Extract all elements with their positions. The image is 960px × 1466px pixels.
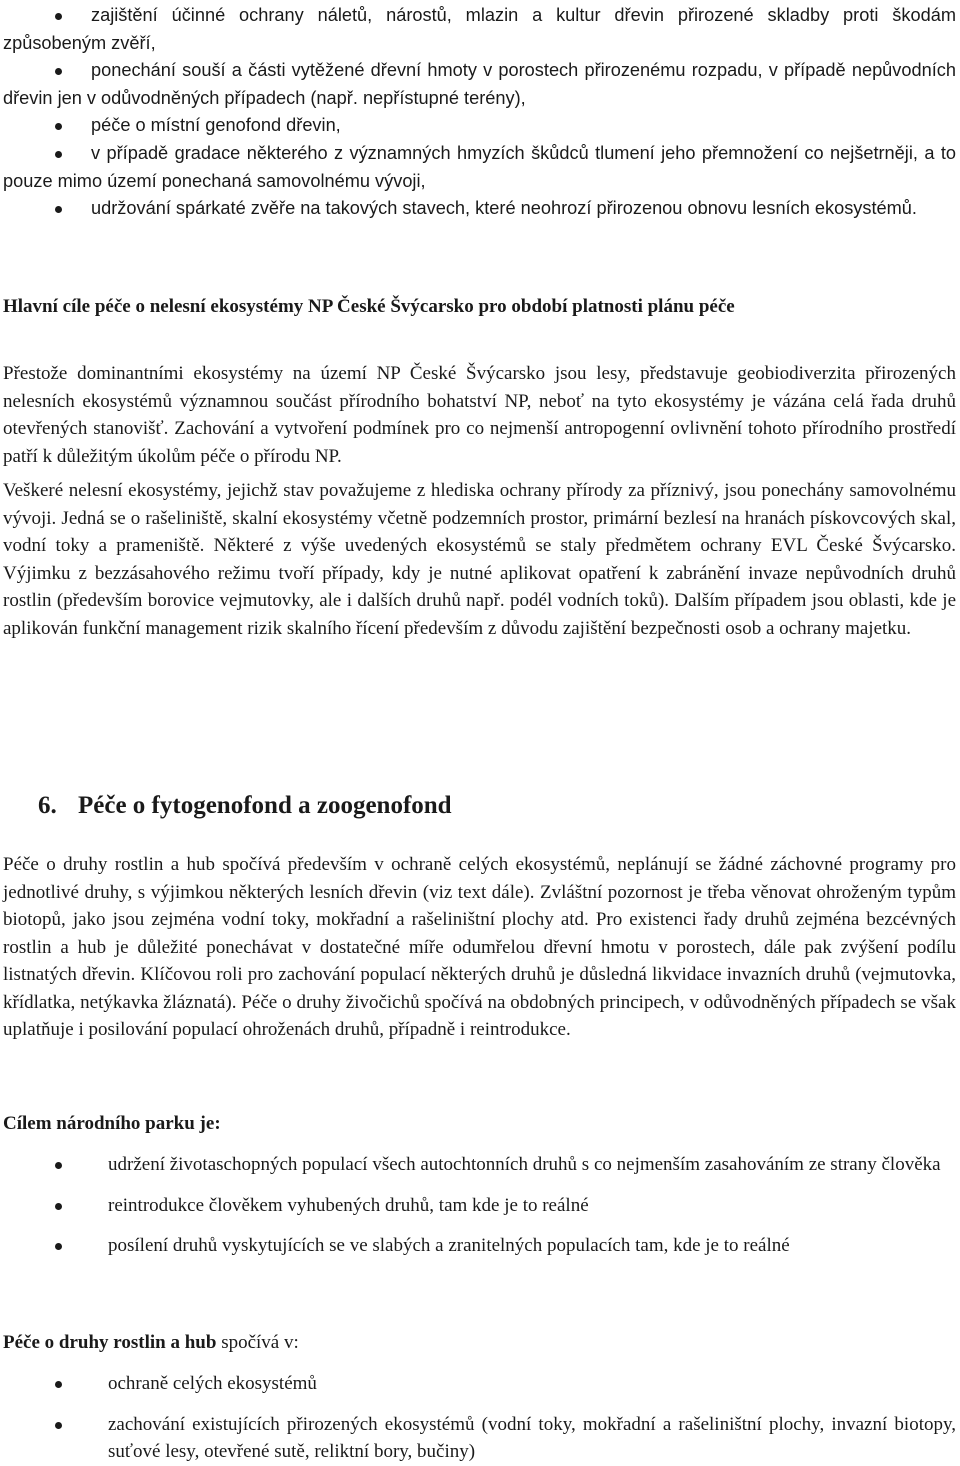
nonforest-paragraph-2: Veškeré nelesní ekosystémy, jejichž stav považujeme z hlediska ochrany přírody za příznivý, jsou ponechány samovolnému vývoji. Jedná se o rašeliniště, skalní ekosystémy včetně podzemních prostor, primární bezlesí na hranách pískovcových skal, vodní toky a prameniště. Některé z výše uvedených ekosystémů se staly předmětem ochrany EVL České Švýcarsko. Výjimku z bezzásahového režimu tvoří případy, kdy je nutné aplikovat opatření k zabránění invaze nepůvodních druhů rostlin (především borovice vejmutovky, ale i dalších druhů např. podél vodních toků). Dalším případem jsou oblasti, kde je aplikován funkční management rizik skalního řícení především z důvodu zajištění bezpečnosti osob a ochrany majetku.	[3, 480, 956, 639]
intro-bullet-text: péče o místní genofond dřevin,	[91, 115, 341, 136]
plant-care-heading-rest: spočívá v:	[216, 1332, 299, 1353]
bullet-icon	[55, 13, 62, 20]
nonforest-section	[3, 360, 956, 642]
goals-item-1	[3, 1151, 956, 1179]
bullet-icon	[55, 206, 62, 213]
section-number: 6.	[38, 792, 57, 819]
bullet-icon	[55, 151, 62, 158]
goals-item-text: udržení životaschopných populací všech autochtonních druhů s co nejmenším zasahováním ze strany člověka	[108, 1154, 941, 1175]
bullet-icon	[55, 123, 62, 130]
intro-bullet-text: udržování spárkaté zvěře na takových stavech, které neohrozí přirozenou obnovu lesních ekosystémů.	[91, 198, 917, 219]
intro-bullet-2	[3, 57, 956, 112]
intro-bullet-text: ponechání souší a části vytěžené dřevní hmoty v porostech přirozenému rozpadu, v případě nepůvodních dřevin jen v odůvodněných případech (např. nepřístupné terény),	[3, 60, 956, 108]
intro-bullet-list	[3, 2, 956, 223]
intro-bullet-text: zajištění účinné ochrany náletů, nárostů, mlazin a kultur dřevin přirozené skladby proti škodám způsobeným zvěří,	[3, 5, 956, 53]
intro-bullet-1	[3, 2, 956, 57]
bullet-icon	[55, 1203, 62, 1210]
goals-item-text: posílení druhů vyskytujících se ve slabých a zranitelných populacích tam, kde je to reálné	[108, 1235, 790, 1256]
intro-bullet-5	[3, 195, 956, 223]
section-heading	[3, 792, 956, 820]
nonforest-paragraph-1: Přestože dominantními ekosystémy na území NP České Švýcarsko jsou lesy, představuje geobiodiverzita přirozených nelesních ekosystémů významnou součást přírodního bohatství NP, neboť na tyto ekosystémy je vázána celá řada druhů otevřených stanovišť. Zachování a vytvoření podmínek pro co nejmenší antropogenní ovlivnění tohoto přírodního prostředí patří k důležitým úkolům péče o přírodu NP.	[3, 363, 956, 467]
goals-item-text: reintrodukce člověkem vyhubených druhů, tam kde je to reálné	[108, 1194, 589, 1216]
intro-bullet-3	[3, 112, 956, 140]
intro-bullet-4	[3, 140, 956, 195]
bullet-icon	[55, 68, 62, 75]
nonforest-subheading: Hlavní cíle péče o nelesní ekosystémy NP České Švýcarsko pro období platnosti plánu péče	[3, 296, 735, 317]
bullet-icon	[55, 1243, 62, 1250]
goals-item-2	[3, 1192, 956, 1220]
section-paragraph: Péče o druhy rostlin a hub spočívá především v ochraně celých ekosystémů, neplánují se žádné záchovné programy pro jednotlivé druhy, s výjimkou některých lesních dřevin (viz text dále). Zvláštní pozornost je třeba věnovat ohroženým typům biotopů, jako jsou zejména vodní toky, mokřadní a rašeliništní plochy atd. Pro existenci řady druhů zejména bezcévných rostlin a hub je důležité ponechávat v dostatečné míře odumřelou dřevní hmotu v porostech, dále pak zvýšení podílu listnatých dřevin. Klíčovou roli pro zachování populací některých druhů je důsledná likvidace invazních druhů (vejmutovka, křídlatka, netýkavka žláznatá). Péče o druhy živočichů spočívá na obdobných principech, v odůvodněných případech se však uplatňuje i posilování populací ohroženách druhů, případně i reintrodukce.	[3, 854, 956, 1040]
bullet-icon	[55, 1381, 62, 1388]
plant-care-item-text: zachování existujících přirozených ekosystémů (vodní toky, mokřadní a rašeliništní plochy, invazní biotopy, suťové lesy, otevřené sutě, reliktní bory, bučiny)	[108, 1413, 956, 1462]
plant-care-item-text: ochraně celých ekosystémů	[108, 1373, 317, 1394]
goals-item-3	[3, 1232, 956, 1260]
plant-care-heading	[3, 1329, 956, 1357]
section-title: Péče o fytogenofond a zoogenofond	[78, 792, 452, 819]
plant-care-item-1	[3, 1370, 956, 1398]
goals-list	[3, 1151, 956, 1260]
plant-care-heading-bold: Péče o druhy rostlin a hub	[3, 1332, 217, 1353]
plant-care-item-2	[3, 1411, 956, 1466]
plant-care-list	[3, 1370, 956, 1466]
intro-bullet-text: v případě gradace některého z významných hmyzích škůdců tlumení jeho přemnožení co nejšetrněji, a to pouze mimo území ponechaná samovolnému vývoji,	[3, 142, 956, 191]
bullet-icon	[55, 1162, 62, 1169]
bullet-icon	[55, 1422, 62, 1429]
goals-heading: Cílem národního parku je:	[3, 1113, 221, 1134]
